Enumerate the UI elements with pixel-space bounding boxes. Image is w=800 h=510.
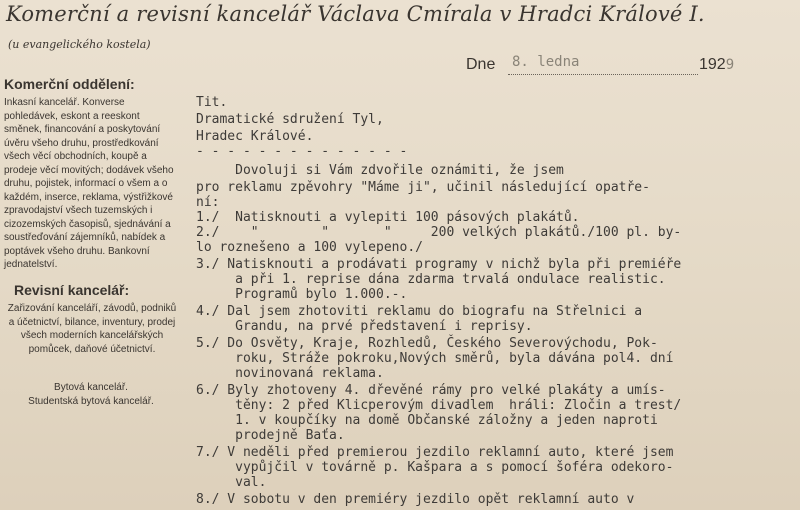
letter-line: 8./ V sobotu v den premiéry jezdilo opět reklamní auto v [196,492,635,507]
letter-line: prodejně Baťa. [196,428,345,443]
letter-line: val. [196,475,267,490]
letter-line: Dramatické sdružení Tyl, [196,112,384,127]
date-value: 8. ledna [512,54,580,70]
letter-line: novinovaná reklama. [196,366,384,381]
letter-line: Hradec Králové. [196,129,314,144]
date-dotted-line [508,74,698,75]
letter-line: vypůjčil v továrně p. Kašpara a s pomocí šoféra odekoro- [196,460,674,475]
letter-line: Tit. [196,95,228,110]
sidebar-footer2: Studentská bytová kancelář. [28,396,154,407]
date-year-prefix: 192 [699,56,726,73]
letter-line: Programů bylo 1.000.-. [196,287,408,302]
sidebar-footer1: Bytová kancelář. [54,382,128,393]
letter-line: 3./ Natisknouti a prodávati programy v nichž byla při premiéře [196,257,682,272]
letter-line: - - - - - - - - - - - - - - [196,144,408,159]
letter-line: 5./ Do Osvěty, Kraje, Rozhledů, Českého Severovýchodu, Pok- [196,336,658,351]
sidebar-section1-title: Komerční oddělení: [4,76,135,92]
date-year [699,56,734,74]
letter-line: lo roznešeno a 100 vylepeno./ [196,240,423,255]
letter-line: 1. v koupčíky na domě Občanské záložny a jeden naproti [196,413,658,428]
letter-line: 7./ V neděli před premierou jezdilo reklamní auto, které jsem [196,445,674,460]
letterhead-subtitle: (u evangelického kostela) [8,38,151,51]
letter-line: Dovoluji si Vám zdvořile oznámiti, že jsem [196,163,564,178]
sidebar-section1-text: Inkasní kancelář. Konverse pohledávek, eskont a reeskont směnek, financování a poskytování úvěru všeho druhu, prostředkování všech věcí obchodních, koupě a prodeje věcí movitých; dodávek všeho druhu, pojistek, informací o všem a o každém, inserce, reklama, výstřižkové zpravodajství všech tuzemských i cizozemských časopisů, sjednávání a soustřeďování zájemníků, nabídek a poptávek všeho druhu. Bankovní jednatelství. [4,97,174,270]
letter-line: Grandu, na prvé představení i reprisy. [196,319,533,334]
sidebar-section2-text: Zařizování kanceláří, závodů, podniků a účetnictví, bilance, inventury, prodej všech moderních kancelářských pomůcek, daňové účetnictví. [7,303,177,355]
letter-line: těny: 2 před Klicperovým divadlem hráli: Zločin a trest/ [196,398,682,413]
letter-line: 4./ Dal jsem zhotoviti reklamu do biografu na Střelnici a [196,304,643,319]
letter-line: ní: [196,195,220,210]
letter-line: 1./ Natisknouti a vylepiti 100 pásových plakátů. [196,210,580,225]
letter-line: roku, Stráže pokroku,Nových směrů, byla dávána pol4. dní [196,351,674,366]
letterhead-title: Komerční a revisní kancelář Václava Cmírala v Hradci Králové I. [6,2,705,26]
date-line [466,54,766,76]
letter-line: a při 1. reprise dána zdarma trvalá ondulace realistic. [196,272,666,287]
date-label: Dne [466,56,496,73]
letter-line: pro reklamu zpěvohry "Máme ji", učinil následující opatře- [196,180,650,195]
date-year-suffix: 9 [725,57,735,73]
sidebar-section2-title: Revisní kancelář: [14,282,130,298]
letter-line: 6./ Byly zhotoveny 4. dřevěné rámy pro velké plakáty a umís- [196,383,666,398]
letter-line: 2./ " " " 200 velkých plakátů./100 pl. by- [196,225,682,240]
